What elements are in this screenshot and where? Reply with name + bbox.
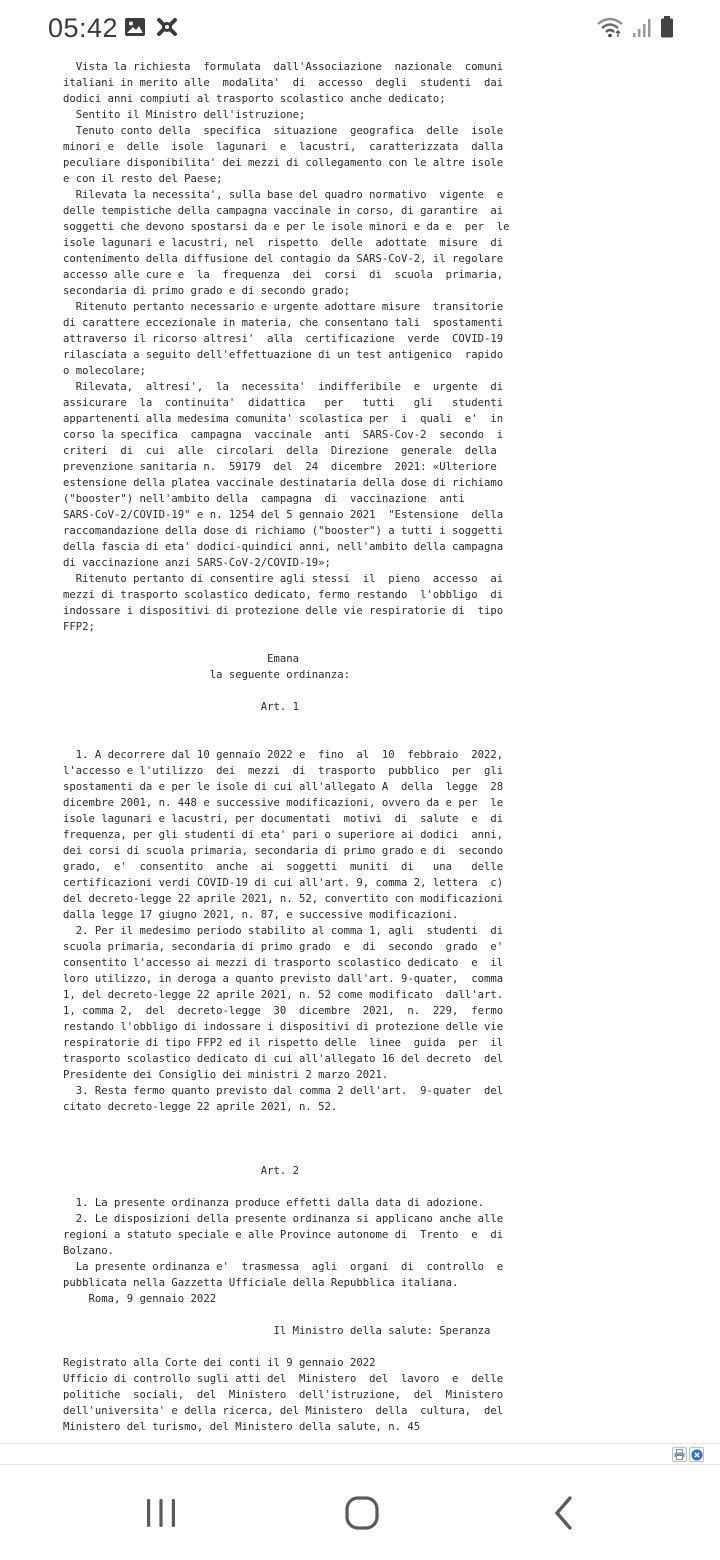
document-line: la seguente ordinanza: (63, 669, 351, 681)
blank-line (63, 1131, 543, 1147)
document-line: politiche sociali, del Ministero dell'istruzione, del Ministero (63, 1389, 504, 1401)
document-line: respiratorie di tipo FFP2 ed il rispetto delle linee guida per il (63, 1037, 504, 1049)
document-line: 1, comma 2, del decreto-legge 30 dicembre 2021, n. 229, fermo (63, 1005, 504, 1017)
document-line: raccomandazione della dose di richiamo ("booster") a tutti i soggetti (63, 525, 504, 537)
document-line: di vaccinazione anzi SARS-CoV-2/COVID-19»; (63, 557, 331, 569)
document-line: soggetti che devono spostarsi da e per le isole minori e da e per le (63, 221, 510, 233)
document-line: di carattere eccezionale in materia, che consentano tali spostamenti (63, 317, 504, 329)
document-line: Presidente dei Consiglio dei ministri 2 marzo 2021. (63, 1069, 389, 1081)
back-icon[interactable] (534, 1493, 594, 1533)
status-time: 05:42 (48, 13, 119, 43)
document-line: Ministero del turismo, del Ministero della salute, n. 45 (63, 1421, 421, 1433)
battery-icon (660, 16, 674, 42)
blank-line (63, 1147, 543, 1163)
document-line: Ritenuto pertanto di consentire agli stessi il pieno accesso ai (63, 573, 504, 585)
wifi-icon (596, 16, 624, 42)
navigation-bar (0, 1465, 720, 1560)
document-line: regioni a statuto speciale e alle Province autonome di Trento e di (63, 1229, 504, 1241)
document-line: Vista la richiesta formulata dall'Associazione nazionale comuni (63, 61, 504, 73)
document-line: citato decreto-legge 22 aprile 2021, n. 52. (63, 1101, 338, 1113)
document-line: Bolzano. (63, 1245, 115, 1257)
document-line: isole lagunari e lacustri, nel rispetto delle adottate misure di (63, 237, 504, 249)
document-line: Art. 1 (63, 701, 299, 713)
blank-line (63, 1115, 543, 1131)
blank-line (63, 1179, 543, 1195)
document-line: Roma, 9 gennaio 2022 (63, 1293, 217, 1305)
status-bar (0, 0, 720, 58)
document-line: l'accesso e l'utilizzo dei mezzi di trasporto pubblico per gli (63, 765, 504, 777)
document-line: Ufficio di controllo sugli atti del Ministero del lavoro e delle (63, 1373, 504, 1385)
document-line: criteri di cui alle circolari della Direzione generale della (63, 445, 497, 457)
document-line: e con il resto del Paese; (63, 173, 223, 185)
document-line: Registrato alla Corte dei conti il 9 gennaio 2022 (63, 1357, 376, 1369)
blank-line (63, 1339, 543, 1355)
document-line: Ritenuto pertanto necessario e urgente adottare misure transitorie (63, 301, 504, 313)
blank-line (63, 715, 543, 731)
blank-line (63, 683, 543, 699)
document-line: accesso alle cure e la frequenza dei corsi di scuola primaria, (63, 269, 504, 281)
document-line: corso la specifica campagna vaccinale anti SARS-Cov-2 secondo i (63, 429, 504, 441)
document-line: o molecolare; (63, 365, 146, 377)
document-line: Emana (63, 653, 299, 665)
document-line: Il Ministro della salute: Speranza (63, 1325, 491, 1337)
document-line: dicembre 2001, n. 448 e successive modificazioni, ovvero da e per le (63, 797, 504, 809)
gallery-icon (124, 16, 146, 42)
signal-icon (632, 18, 652, 42)
document-line: La presente ordinanza e' trasmessa agli organi di controllo e (63, 1261, 504, 1273)
document-line: Rilevata la necessita', sulla base del quadro normativo vigente e (63, 189, 504, 201)
document-line: minori e delle isole lagunari e lacustri, caratterizzata dalla (63, 141, 504, 153)
document-line: italiani in merito alle modalita' di accesso degli studenti dai (63, 77, 504, 89)
document-line: trasporto scolastico dedicato di cui all'allegato 16 del decreto del (63, 1053, 504, 1065)
document-line: FFP2; (63, 621, 95, 633)
document-line: dodici anni compiuti al trasporto scolastico anche dedicato; (63, 93, 446, 105)
document-line: peculiare disponibilita' dei mezzi di collegamento con le altre isole (63, 157, 504, 169)
document-line: rilasciata a seguito dell'effettuazione di un test antigenico rapido (63, 349, 504, 361)
document-line: frequenza, per gli studenti di eta' pari o superiore ai dodici anni, (63, 829, 504, 841)
document-line: 2. Per il medesimo periodo stabilito al comma 1, agli studenti di (63, 925, 504, 937)
document-line: della fascia di eta' dodici-quindici anni, nell'ambito della campagna (63, 541, 504, 553)
document-line: ("booster") nell'ambito della campagna di vaccinazione anti (63, 493, 465, 505)
document-line: isole lagunari e lacustri, per documentati motivi di salute e di (63, 813, 504, 825)
blank-line (63, 1307, 543, 1323)
recent-apps-icon[interactable] (131, 1493, 191, 1533)
document-line: assicurare la continuita' didattica per tutti gli studenti (63, 397, 504, 409)
blank-line (63, 635, 543, 651)
document-line: attraverso il ricorso altresi' alla certificazione verde COVID-19 (63, 333, 504, 345)
document-line: del decreto-legge 22 aprile 2021, n. 52, convertito con modificazioni (63, 893, 504, 905)
document-line: appartenenti alla medesima comunita' scolastica per i quali e' in (63, 413, 504, 425)
document-line: spostamenti da e per le isole di cui all'allegato A della legge 28 (63, 781, 504, 793)
document-line: 1. A decorrere dal 10 gennaio 2022 e fino al 10 febbraio 2022, (63, 749, 504, 761)
document-line: 1, del decreto-legge 22 aprile 2021, n. 52 come modificato dall'art. (63, 989, 504, 1001)
document-line: restando l'obbligo di indossare i dispositivi di protezione delle vie (63, 1021, 504, 1033)
settings-tool-icon (156, 16, 178, 42)
document-line: Rilevata, altresi', la necessita' indifferibile e urgente di (63, 381, 504, 393)
print-icon[interactable] (672, 1447, 687, 1462)
document-line: loro utilizzo, in deroga a quanto previsto dall'art. 9-quater, comma (63, 973, 504, 985)
blank-line (63, 731, 543, 747)
mini-toolbar (672, 1447, 704, 1462)
document-line: dei corsi di scuola primaria, secondaria di primo grado e di secondo (63, 845, 504, 857)
document-line: contenimento della diffusione del contagio da SARS-CoV-2, il regolare (63, 253, 504, 265)
document-line: delle tempistiche della campagna vaccinale in corso, di garantire ai (63, 205, 504, 217)
document-line: mezzi di trasporto scolastico dedicato, fermo restando l'obbligo di (63, 589, 504, 601)
close-circle-icon[interactable] (689, 1447, 704, 1462)
page-divider (0, 1443, 720, 1444)
document-line: Tenuto conto della specifica situazione geografica delle isole (63, 125, 504, 137)
home-icon[interactable] (332, 1493, 392, 1533)
document-line: dell'universita' e della ricerca, del Ministero della cultura, del (63, 1405, 504, 1417)
ordinance-document (63, 59, 543, 1435)
document-line: scuola primaria, secondaria di primo grado e di secondo grado e' (63, 941, 504, 953)
document-line: Art. 2 (63, 1165, 299, 1177)
document-line: 3. Resta fermo quanto previsto dal comma 2 dell'art. 9-quater del (63, 1085, 504, 1097)
document-line: estensione della platea vaccinale destinataria della dose di richiamo (63, 477, 504, 489)
document-line: pubblicata nella Gazzetta Ufficiale della Repubblica italiana. (63, 1277, 459, 1289)
document-line: consentito l'accesso ai mezzi di trasporto scolastico dedicato e il (63, 957, 504, 969)
document-line: certificazioni verdi COVID-19 di cui all'art. 9, comma 2, lettera c) (63, 877, 504, 889)
document-line: dalla legge 17 giugno 2021, n. 87, e successive modificazioni. (63, 909, 459, 921)
document-line: secondaria di primo grado e di secondo grado; (63, 285, 351, 297)
document-line: SARS-CoV-2/COVID-19" e n. 1254 del 5 gennaio 2021 "Estensione della (63, 509, 504, 521)
document-line: prevenzione sanitaria n. 59179 del 24 dicembre 2021: «Ulteriore (63, 461, 497, 473)
document-line: 1. La presente ordinanza produce effetti dalla data di adozione. (63, 1197, 484, 1209)
document-line: 2. Le disposizioni della presente ordinanza si applicano anche alle (63, 1213, 504, 1225)
document-line: Sentito il Ministro dell'istruzione; (63, 109, 306, 121)
document-line: indossare i dispositivi di protezione delle vie respiratorie di tipo (63, 605, 504, 617)
document-line: grado, e' consentito anche ai soggetti muniti di una delle (63, 861, 504, 873)
